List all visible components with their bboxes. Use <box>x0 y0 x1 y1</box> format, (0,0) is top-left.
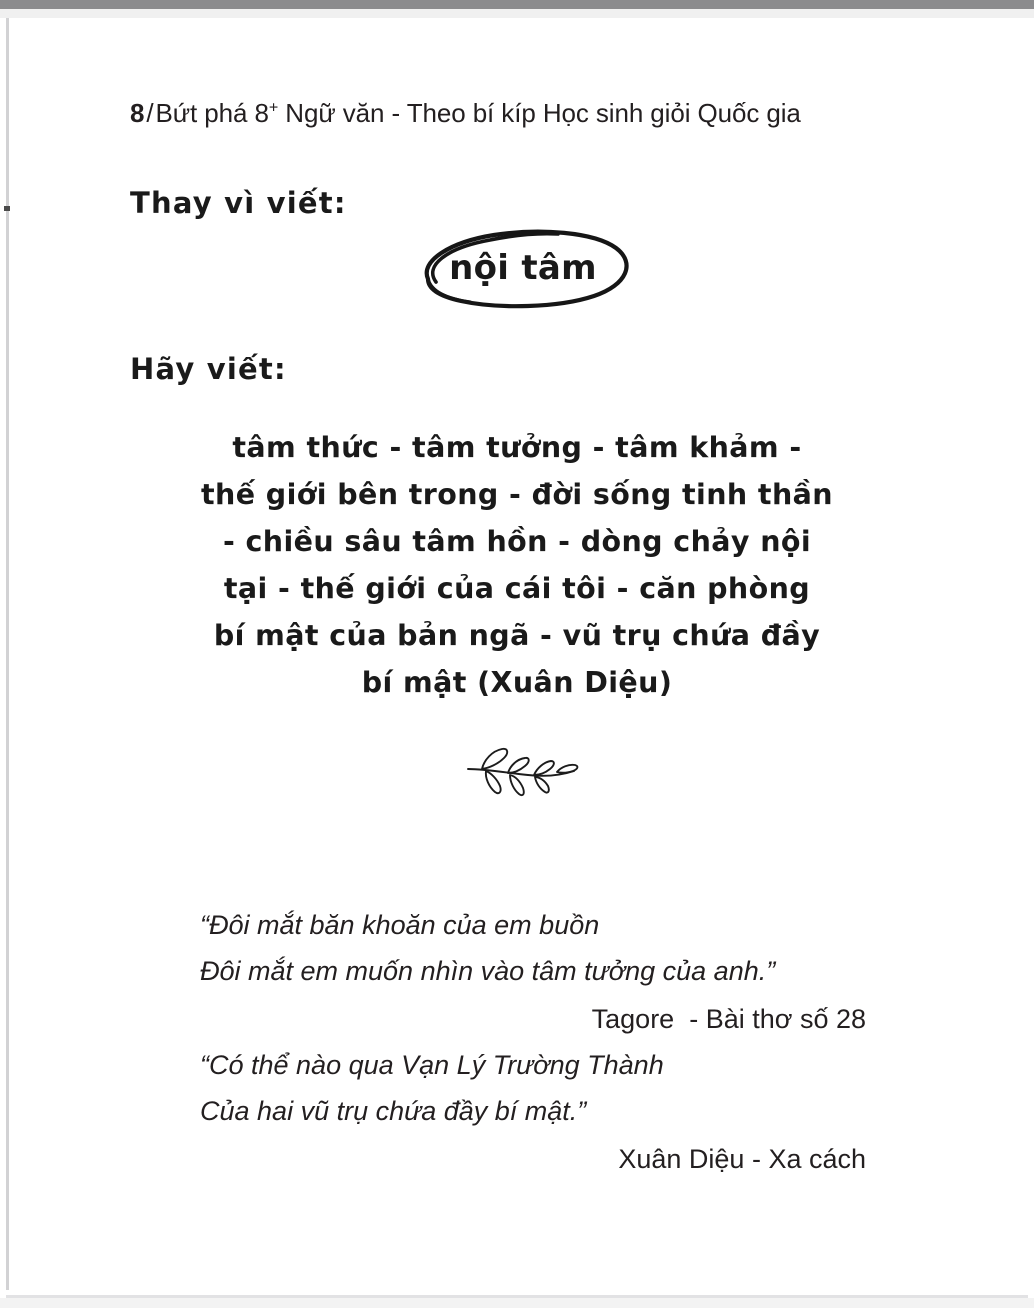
synonym-line: tại - thế giới của cái tôi - căn phòng <box>223 572 811 605</box>
running-header <box>130 98 801 129</box>
header-title-part1: Bứt phá 8 <box>155 98 269 128</box>
quote-attribution: Xuân Diệu - Xa cách <box>618 1144 866 1174</box>
prompt-avoid-label: Thay vì viết <box>130 186 334 220</box>
quote-xuandieu <box>200 1042 866 1182</box>
page-number: 8 <box>130 98 145 128</box>
quote-line: Đôi mắt em muốn nhìn vào tâm tưởng của anh.” <box>200 956 776 986</box>
header-superscript: + <box>268 98 279 117</box>
synonym-line: bí mật (Xuân Diệu) <box>361 666 673 699</box>
leaf-branch-icon <box>462 742 586 802</box>
quote-tagore <box>200 902 866 1042</box>
prompt-use <box>130 352 286 386</box>
circled-word-text: nội tâm <box>449 248 597 288</box>
quote-line: “Đôi mắt băn khoăn của em buồn <box>200 910 600 940</box>
scan-artifact-tick <box>4 206 10 211</box>
scan-edge-bottom-fill <box>0 1298 1034 1308</box>
prompt-use-label: Hãy viết <box>130 352 274 386</box>
scan-edge-top <box>0 0 1034 9</box>
scan-edge-top-inner <box>0 9 1034 18</box>
prompt-avoid-colon: : <box>333 186 346 220</box>
synonym-line: bí mật của bản ngã - vũ trụ chứa đầy <box>213 619 821 652</box>
circled-word-group <box>398 222 648 314</box>
scan-edge-bottom <box>6 1295 1028 1298</box>
quote-attribution: Tagore - Bài thơ số 28 <box>591 1004 866 1034</box>
synonym-block <box>160 424 874 706</box>
quote-line: Của hai vũ trụ chứa đầy bí mật.” <box>200 1096 587 1126</box>
synonym-line: tâm thức - tâm tưởng - tâm khảm - <box>232 431 802 464</box>
header-title-part2: Ngữ văn - Theo bí kíp Học sinh giỏi Quốc gia <box>278 98 801 128</box>
prompt-use-colon: : <box>273 352 286 386</box>
quote-line: “Có thể nào qua Vạn Lý Trường Thành <box>200 1050 664 1080</box>
header-separator: / <box>146 98 154 128</box>
prompt-avoid <box>130 186 345 220</box>
synonym-line: thế giới bên trong - đời sống tinh thần <box>201 478 833 511</box>
synonym-line: - chiều sâu tâm hồn - dòng chảy nội <box>222 525 812 558</box>
